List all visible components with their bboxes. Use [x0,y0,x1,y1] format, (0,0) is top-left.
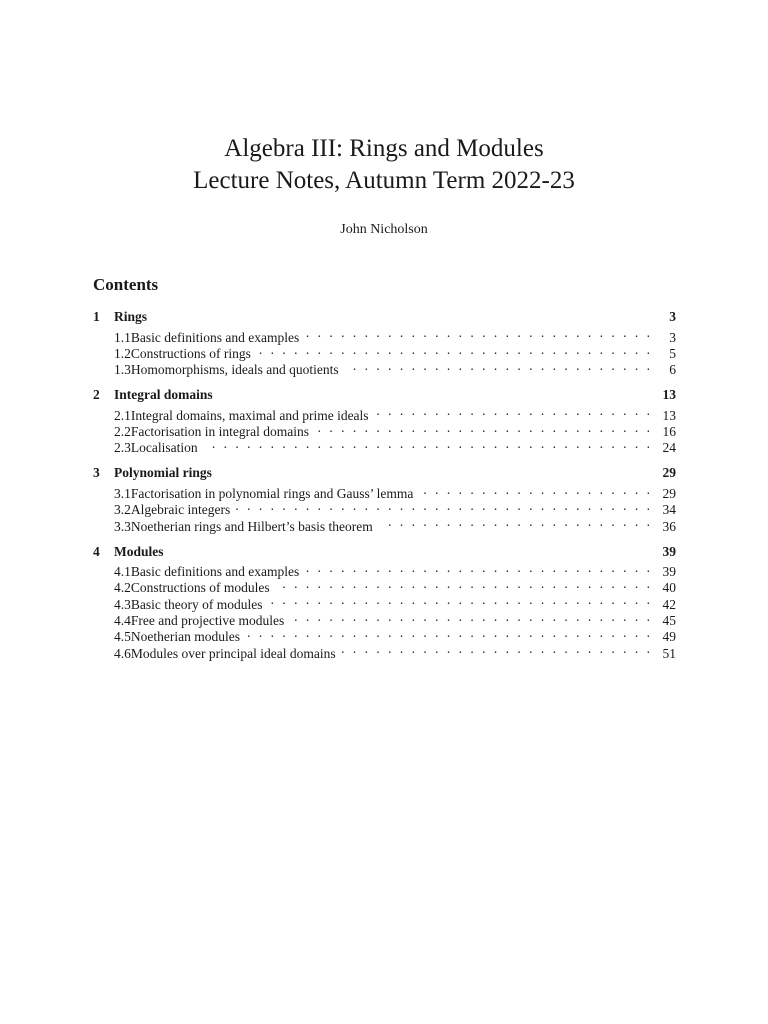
chapter-page-number: 3 [669,309,676,324]
section-number: 1.3 [114,362,131,378]
dot-leader [345,358,650,374]
section-number: 3.2 [114,502,131,518]
section-title: Factorisation in integral domains [130,424,309,440]
section-number: 4.6 [114,645,131,661]
dot-leader [342,641,650,657]
section-page-number: 5 [669,345,676,361]
title-line-1: Algebra III: Rings and Modules [224,135,544,162]
author-name: John Nicholson [340,222,428,237]
dot-leader [379,514,650,530]
section-number: 3.3 [114,518,131,534]
toc-chapter-entry[interactable] [93,309,676,325]
dot-leader [305,325,650,341]
toc-section-entry[interactable] [93,403,676,423]
toc-chapter-entry[interactable] [93,465,676,481]
section-page-number: 49 [662,629,676,645]
section-title: Free and projective modules [130,613,285,629]
section-title: Constructions of rings [130,345,251,361]
section-title: Basic definitions and examples [130,564,300,580]
section-title: Modules over principal ideal domains [130,645,336,661]
dot-leader [236,498,650,514]
chapter-number: 3 [93,465,100,481]
section-page-number: 29 [662,485,676,501]
dot-leader [268,592,650,608]
section-number: 2.3 [114,440,131,456]
section-page-number: 51 [662,645,676,661]
dot-leader [375,403,650,419]
toc-section-entry[interactable] [93,482,676,501]
section-page-number: 40 [662,580,676,596]
section-page-number: 16 [662,424,676,440]
section-title: Noetherian modules [130,629,240,645]
section-page-number: 39 [662,564,676,580]
title-line-2: Lecture Notes, Autumn Term 2022-23 [193,167,575,194]
table-of-contents [93,309,676,671]
section-number: 2.2 [114,424,131,440]
dot-leader [204,436,650,452]
section-title: Basic theory of modules [130,596,263,612]
toc-chapter [93,543,676,661]
section-page-number: 6 [669,362,676,378]
section-title: Localisation [130,440,198,456]
section-page-number: 24 [662,440,676,456]
chapter-number: 2 [93,387,100,403]
section-title: Factorisation in polynomial rings and Gauss’ lemma [130,485,414,501]
dot-leader [305,560,650,576]
dot-leader [290,609,650,625]
chapter-title: Integral domains [114,387,213,403]
section-page-number: 36 [662,518,676,534]
toc-chapter-entry[interactable] [93,544,676,560]
section-number: 4.4 [114,613,131,629]
chapter-page-number: 13 [662,387,676,403]
section-title: Homomorphisms, ideals and quotients [130,362,339,378]
toc-section-entry[interactable] [93,325,676,345]
dot-leader [257,342,650,358]
dot-leader [419,482,650,498]
section-page-number: 42 [662,596,676,612]
chapter-title: Modules [114,543,164,559]
toc-chapter-entry[interactable] [93,387,676,403]
chapter-title: Polynomial rings [114,465,212,481]
section-number: 4.3 [114,596,131,612]
section-page-number: 3 [669,329,676,345]
section-title: Constructions of modules [130,580,270,596]
chapter-page-number: 29 [662,465,676,481]
dot-leader [315,420,650,436]
toc-chapter [93,465,676,534]
document-title [0,133,768,197]
chapter-page-number: 39 [662,543,676,559]
section-title: Noetherian rings and Hilbert’s basis theorem [130,518,373,534]
toc-chapter [93,309,676,378]
dot-leader [246,625,650,641]
section-number: 4.1 [114,564,131,580]
section-page-number: 45 [662,613,676,629]
contents-heading: Contents [93,275,159,294]
section-title: Algebraic integers [130,502,231,518]
section-number: 4.5 [114,629,131,645]
section-number: 1.1 [114,329,131,345]
chapter-title: Rings [114,309,148,324]
chapter-number: 1 [93,309,100,324]
toc-section-entry[interactable] [93,560,676,580]
section-number: 2.1 [114,407,131,423]
section-title: Basic definitions and examples [130,329,300,345]
section-number: 1.2 [114,345,131,361]
dot-leader [276,576,650,592]
chapter-number: 4 [93,543,100,559]
section-page-number: 13 [662,407,676,423]
section-page-number: 34 [662,502,676,518]
section-number: 4.2 [114,580,131,596]
section-title: Integral domains, maximal and prime ideals [130,407,369,423]
toc-chapter [93,387,676,456]
section-number: 3.1 [114,485,131,501]
